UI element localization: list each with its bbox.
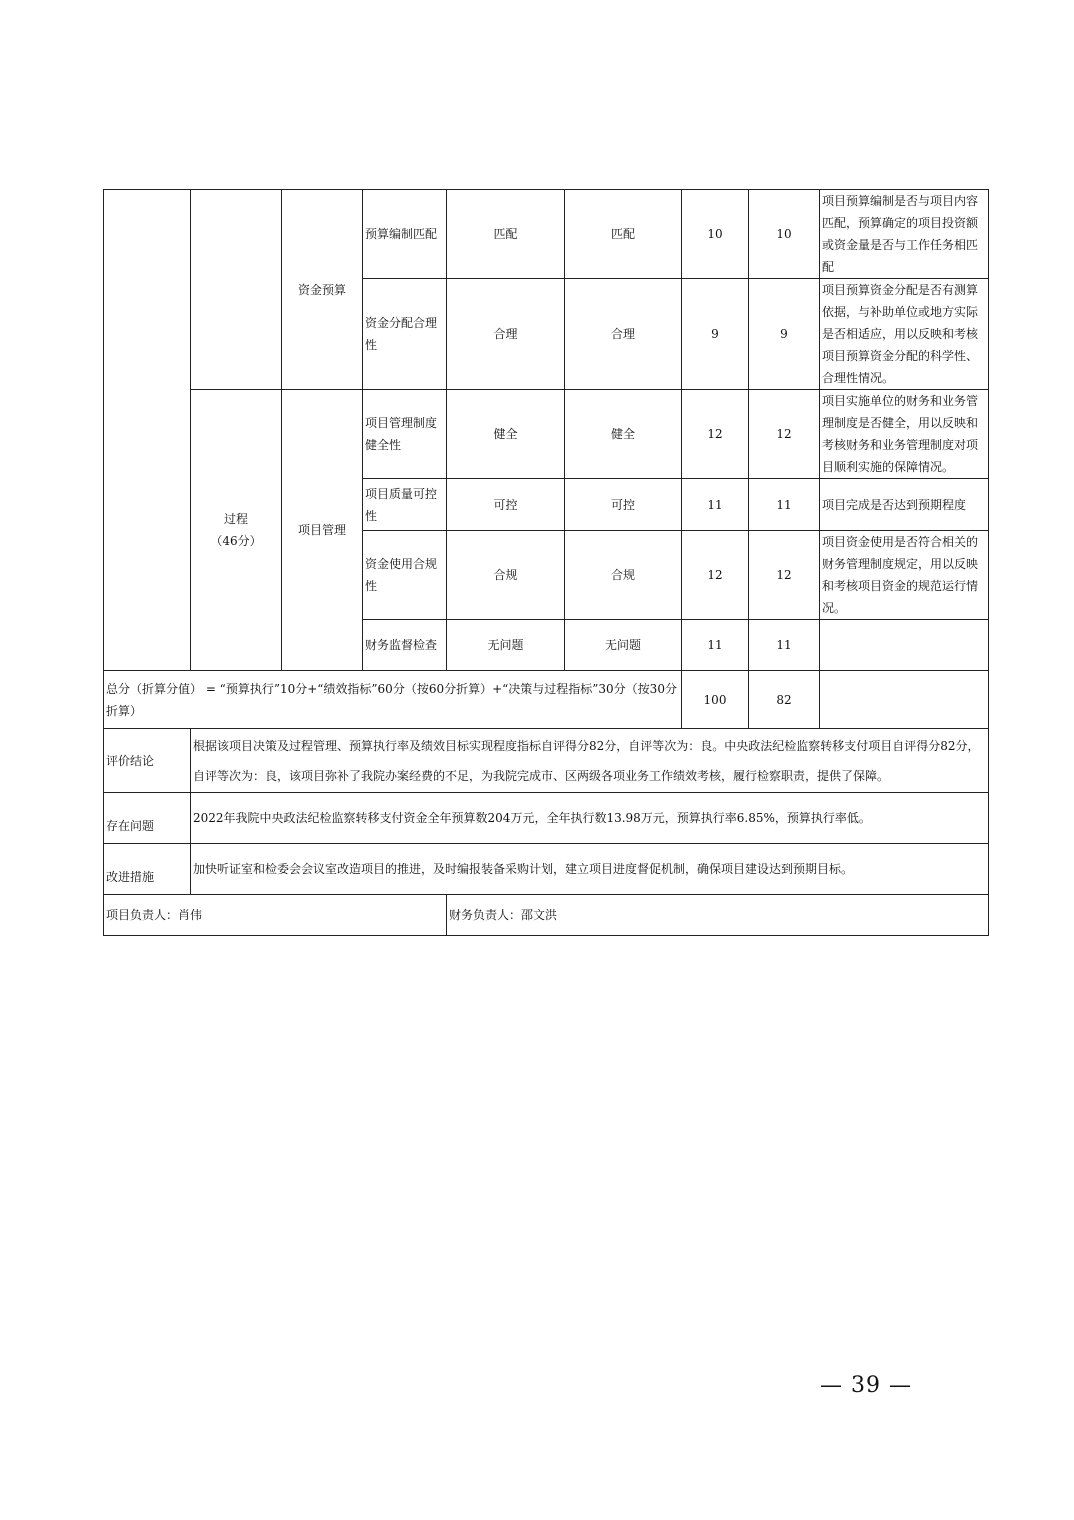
evaluation-table (103, 189, 989, 936)
category-score: （46分） (210, 534, 262, 548)
blank-cell (104, 190, 191, 671)
conclusion-label: 评价结论 (104, 729, 191, 793)
target-cell: 健全 (447, 390, 565, 479)
actual-cell: 匹配 (565, 190, 682, 279)
indicator-cell: 资金预算 (282, 190, 363, 390)
actual-cell: 可控 (565, 479, 682, 531)
signature-row (104, 895, 989, 936)
weight-cell: 10 (682, 190, 749, 279)
weight-cell: 9 (682, 279, 749, 390)
sub-indicator-cell: 项目质量可控性 (363, 479, 447, 531)
description-cell: 项目实施单位的财务和业务管理制度是否健全，用以反映和考核财务和业务管理制度对项目顺利实施的保障情况。 (820, 390, 989, 479)
weight-cell: 11 (682, 479, 749, 531)
target-cell: 合理 (447, 279, 565, 390)
score-cell: 11 (749, 479, 820, 531)
problems-text: 2022年我院中央政法纪检监察转移支付资金全年预算数204万元，全年执行数13.98万元，预算执行率6.85%，预算执行率低。 (191, 793, 989, 844)
table-row (104, 390, 989, 479)
sub-indicator-cell: 资金使用合规性 (363, 531, 447, 620)
target-cell: 可控 (447, 479, 565, 531)
conclusion-row (104, 729, 989, 793)
score-cell: 9 (749, 279, 820, 390)
project-lead-signature: 项目负责人：肖伟 (104, 895, 447, 936)
actual-cell: 无问题 (565, 620, 682, 671)
target-cell: 无问题 (447, 620, 565, 671)
score-cell: 12 (749, 531, 820, 620)
score-cell: 10 (749, 190, 820, 279)
category-label: 过程 (223, 512, 248, 526)
total-weight-cell: 100 (682, 671, 749, 729)
table-row (104, 190, 989, 279)
measures-text: 加快听证室和检委会会议室改造项目的推进，及时编报装备采购计划，建立项目进度督促机制，确保项目建设达到预期目标。 (191, 844, 989, 895)
description-cell (820, 620, 989, 671)
sub-indicator-cell: 资金分配合理性 (363, 279, 447, 390)
sub-indicator-cell: 预算编制匹配 (363, 190, 447, 279)
finance-lead-signature: 财务负责人：邵文洪 (447, 895, 989, 936)
problems-label: 存在问题 (104, 793, 191, 844)
actual-cell: 合规 (565, 531, 682, 620)
category-cell (191, 390, 282, 671)
measures-row (104, 844, 989, 895)
weight-cell: 11 (682, 620, 749, 671)
actual-cell: 健全 (565, 390, 682, 479)
description-cell: 项目预算资金分配是否有测算依据，与补助单位或地方实际是否相适应，用以反映和考核项目预算资金分配的科学性、合理性情况。 (820, 279, 989, 390)
score-cell: 12 (749, 390, 820, 479)
description-cell: 项目预算编制是否与项目内容匹配，预算确定的项目投资额或资金量是否与工作任务相匹配 (820, 190, 989, 279)
conclusion-text: 根据该项目决策及过程管理、预算执行率及绩效目标实现程度指标自评得分82分，自评等次为：良。中央政法纪检监察转移支付项目自评得分82分，自评等次为：良，该项目弥补了我院办案经费的不足，为我院完成市、区两级各项业务工作绩效考核，履行检察职责，提供了保障。 (191, 729, 989, 793)
description-cell: 项目资金使用是否符合相关的财务管理制度规定，用以反映和考核项目资金的规范运行情况。 (820, 531, 989, 620)
actual-cell: 合理 (565, 279, 682, 390)
measures-label: 改进措施 (104, 844, 191, 895)
sub-indicator-cell: 财务监督检查 (363, 620, 447, 671)
sub-indicator-cell: 项目管理制度健全性 (363, 390, 447, 479)
total-formula-label: 总分（折算分值） = “预算执行”10分+“绩效指标”60分（按60分折算）+“决策与过程指标”30分（按30分折算） (104, 671, 682, 729)
weight-cell: 12 (682, 390, 749, 479)
problems-row (104, 793, 989, 844)
total-row (104, 671, 989, 729)
total-score-cell: 82 (749, 671, 820, 729)
page-number: — 39 — (820, 1373, 912, 1398)
score-cell: 11 (749, 620, 820, 671)
target-cell: 匹配 (447, 190, 565, 279)
description-cell: 项目完成是否达到预期程度 (820, 479, 989, 531)
indicator-cell: 项目管理 (282, 390, 363, 671)
blank-cell (191, 190, 282, 390)
weight-cell: 12 (682, 531, 749, 620)
blank-cell (820, 671, 989, 729)
target-cell: 合规 (447, 531, 565, 620)
